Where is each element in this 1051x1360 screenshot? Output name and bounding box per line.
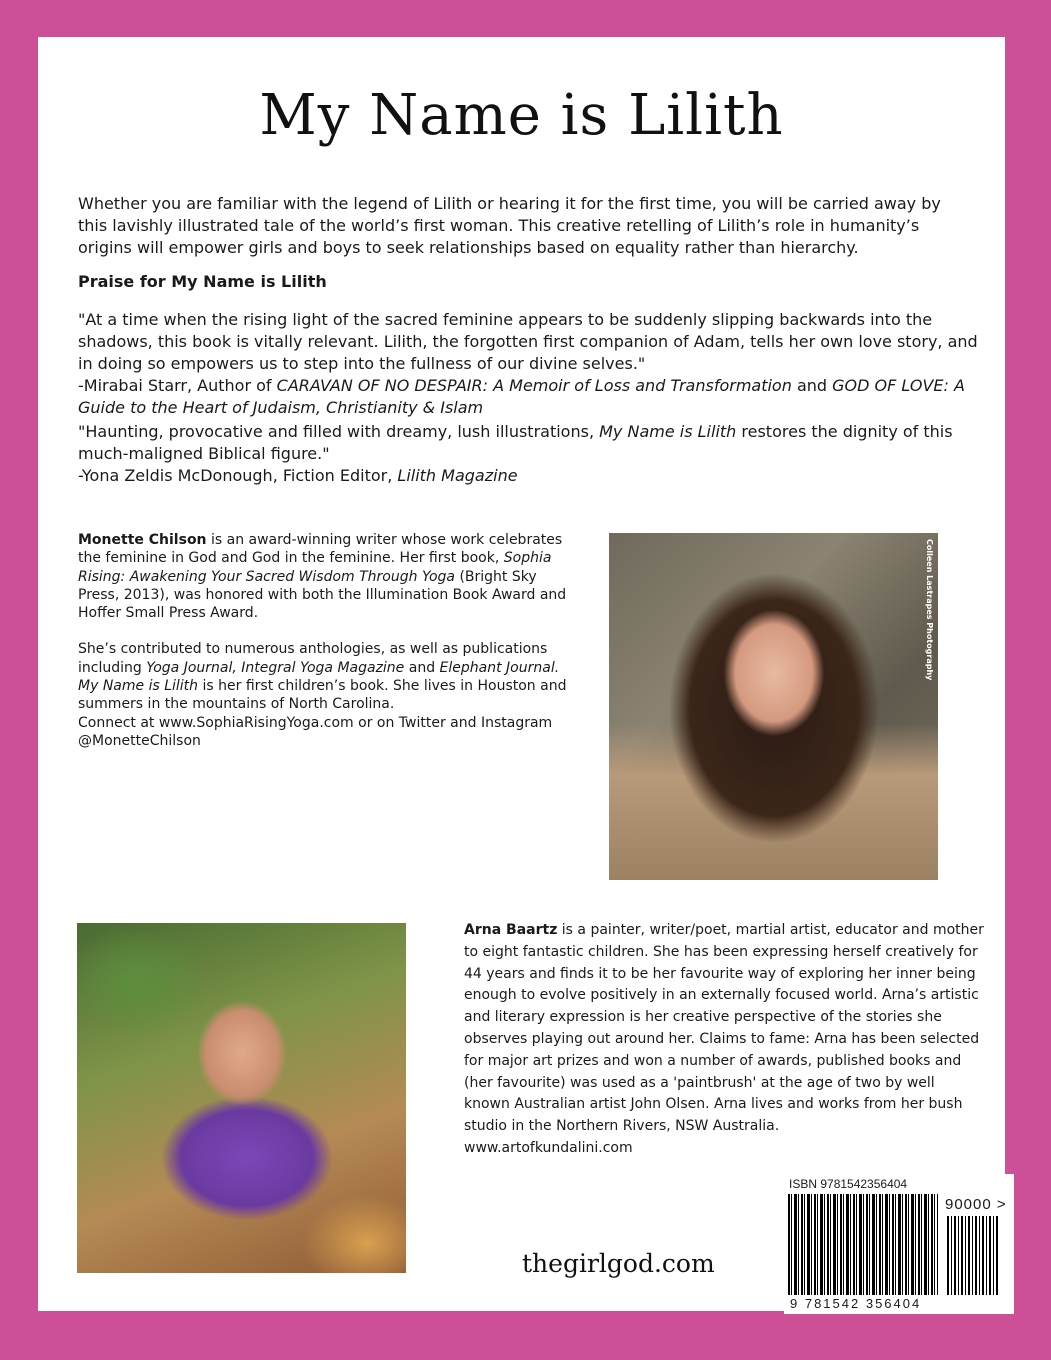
barcode-digits: 9 781542 356404 <box>790 1296 922 1311</box>
illustrator-photo <box>77 923 406 1273</box>
illustrator-bio <box>464 920 984 1160</box>
author-book-title: My Name is Lilith <box>78 678 199 695</box>
author-publications: Yoga Journal, Integral Yoga Magazine <box>146 659 405 676</box>
author-bio-paragraph: Monette Chilson is an award-winning writer whose work celebrates the feminine in God and God in the feminine. Her first book, Sophia Rising: Awakening Your Sacred Wisdom Through Yoga (Bright Sky Press, 2013), was honored with both the Illumination Book Award and Hoffer Small Press Award. <box>78 532 567 622</box>
photo-credit: Colleen Lastrapes Photography <box>925 539 934 681</box>
illustrator-bio-paragraph: Arna Baartz is a painter, writer/poet, martial artist, educator and mother to eight fantastic children. She has been expressing herself creatively for 44 years and finds it to be her favourite way of exploring her inner being enough to evolve positively in an externally focused world. Arna’s artistic and literary expression is her creative perspective of the stories she observes playing out around her. Claims to fame: Arna has been selected for major art prizes and won a number of awards, published books and (her favourite) was used as a 'paintbrush' at the age of two by well known Australian artist John Olsen. Arna lives and works from her bush studio in the Northern Rivers, NSW Australia. www.artofkundalini.com <box>464 922 984 1156</box>
praise-quote-starr <box>78 309 978 419</box>
author-name: Monette Chilson <box>78 532 207 548</box>
publisher-website: thegirlgod.com <box>522 1249 715 1278</box>
author-bio-paragraph: She’s contributed to numerous anthologies, as well as publications including Yoga Journal, Integral Yoga Magazine and Elephant Journal. My Name is Lilith is her first children’s book. She lives in Houston and summers in the mountains of North Carolina. Connect at www.SophiaRisingYoga.com or on Twitter and Instagram @MonetteChilson <box>78 641 567 749</box>
illustrator-name: Arna Baartz <box>464 922 558 938</box>
back-cover <box>38 37 1005 1311</box>
quoted-work: CARAVAN OF NO DESPAIR: A Memoir of Loss and Transformation <box>276 376 792 395</box>
isbn-barcode <box>784 1174 1014 1314</box>
praise-heading: Praise for My Name is Lilith <box>78 272 327 291</box>
praise-quote-mcdonough <box>78 421 978 487</box>
book-blurb: Whether you are familiar with the legend of Lilith or hearing it for the first time, you will be carried away by this lavishly illustrated tale of the world’s first woman. This creative retelling of Lilith’s role in humanity’s origins will empower girls and boys to seek relationships based on equality rather than hierarchy. <box>78 194 941 257</box>
quoted-publication: Lilith Magazine <box>397 466 518 485</box>
price-code: 90000 > <box>945 1196 1007 1213</box>
quote-attribution: -Yona Zeldis McDonough, Fiction Editor, Lilith Magazine <box>78 466 518 485</box>
quoted-book-title: My Name is Lilith <box>599 422 737 441</box>
author-first-book: Sophia Rising: Awakening Your Sacred Wisdom Through Yoga <box>78 550 552 585</box>
quoted-work: GOD OF LOVE: A Guide to the Heart of Judaism, Christianity & Islam <box>78 376 965 417</box>
author-publication-last: Elephant Journal. <box>439 659 560 676</box>
author-connect: Connect at www.SophiaRisingYoga.com or on Twitter and Instagram @MonetteChilson <box>78 714 553 749</box>
price-barcode-bars <box>947 1216 999 1295</box>
book-title: My Name is Lilith <box>259 83 784 148</box>
quote-text: "At a time when the rising light of the sacred feminine appears to be suddenly slipping backwards into the shadows, this book is vitally relevant. Lilith, the forgotten first companion of Adam, tells her own love story, and in doing so empowers us to step into the fullness of our divine selves." <box>78 310 978 373</box>
quote-attribution: -Mirabai Starr, Author of CARAVAN OF NO DESPAIR: A Memoir of Loss and Transformation and GOD OF LOVE: A Guide to the Heart of Judaism, Christianity & Islam <box>78 376 965 417</box>
quote-text: "Haunting, provocative and filled with dreamy, lush illustrations, My Name is Lilith restores the dignity of this much-maligned Biblical figure." <box>78 422 953 463</box>
isbn-label: ISBN 9781542356404 <box>789 1177 908 1191</box>
illustrator-website: www.artofkundalini.com <box>464 1139 633 1156</box>
author-photo <box>609 533 938 880</box>
barcode-bars <box>788 1194 938 1295</box>
author-bio <box>78 531 578 768</box>
